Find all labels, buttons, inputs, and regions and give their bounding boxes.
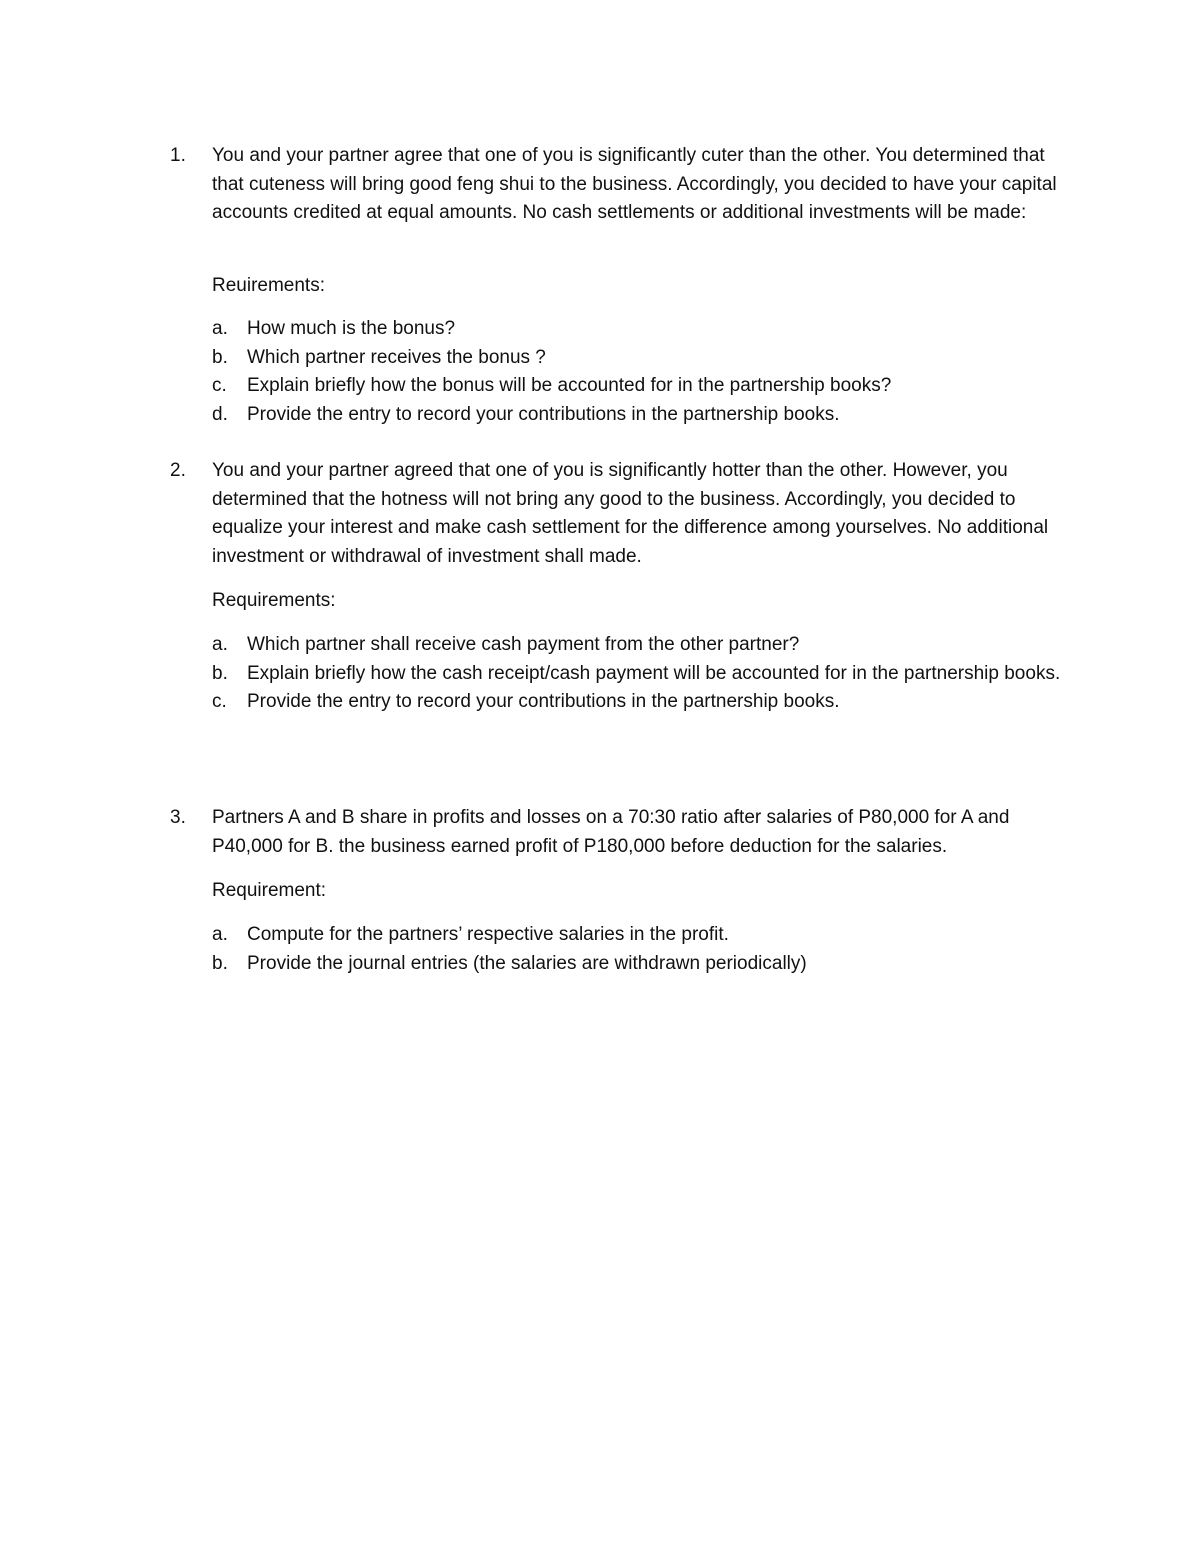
item-letter: a. bbox=[212, 634, 228, 655]
item-text: How much is the bonus? bbox=[247, 318, 456, 339]
list-item bbox=[212, 631, 1062, 660]
list-item bbox=[212, 950, 1062, 979]
item-text: Which partner receives the bonus ? bbox=[247, 346, 546, 368]
requirements-list bbox=[212, 921, 1062, 978]
list-item bbox=[212, 921, 1062, 950]
requirements-list bbox=[212, 631, 1062, 717]
item-letter: c. bbox=[212, 375, 227, 396]
list-item bbox=[212, 344, 1062, 373]
question-number: 1. bbox=[170, 145, 186, 166]
list-item bbox=[212, 372, 1062, 401]
item-letter: a. bbox=[212, 318, 228, 339]
question-text: You and your partner agree that one of you is significantly cuter than the other. You determined that that cuteness will bring good feng shui to the business. Accordingly, you decided to have your capital accounts credited at equal amounts. No cash settlements or additional investments will be made: bbox=[212, 145, 1057, 223]
question-number: 2. bbox=[170, 460, 186, 481]
list-item bbox=[212, 401, 1062, 430]
item-letter: b. bbox=[212, 952, 228, 974]
requirements-heading: Requirement: bbox=[212, 880, 327, 901]
item-text: Which partner shall receive cash payment from the other partner? bbox=[247, 634, 800, 655]
question-number: 3. bbox=[170, 807, 186, 828]
requirements-heading: Requirements: bbox=[212, 590, 336, 611]
question-text: Partners A and B share in profits and losses on a 70:30 ratio after salaries of P80,000 for A and P40,000 for B. the business earned profit of P180,000 before deduction for the salaries. bbox=[212, 807, 1010, 857]
item-text: Provide the journal entries (the salaries are withdrawn periodically) bbox=[247, 952, 807, 974]
item-text: Explain briefly how the cash receipt/cash payment will be accounted for in the partnership books. bbox=[247, 662, 1061, 684]
item-text: Compute for the partners’ respective salaries in the profit. bbox=[247, 924, 729, 945]
item-text: Provide the entry to record your contributions in the partnership books. bbox=[247, 403, 840, 425]
question-text: You and your partner agreed that one of you is significantly hotter than the other. However, you determined that the hotness will not bring any good to the business. Accordingly, you decided to equalize your interest and make cash settlement for the difference among yourselves. No additional investment or withdrawal of investment shall made. bbox=[212, 460, 1049, 567]
item-letter: d. bbox=[212, 403, 228, 425]
list-item bbox=[212, 688, 1062, 717]
item-text: Explain briefly how the bonus will be accounted for in the partnership books? bbox=[247, 375, 892, 396]
item-letter: a. bbox=[212, 924, 228, 945]
requirements-list bbox=[212, 315, 1062, 429]
item-letter: b. bbox=[212, 346, 228, 368]
list-item bbox=[212, 660, 1062, 689]
requirements-heading: Reuirements: bbox=[212, 275, 325, 296]
item-letter: b. bbox=[212, 662, 228, 684]
item-text: Provide the entry to record your contributions in the partnership books. bbox=[247, 691, 840, 712]
item-letter: c. bbox=[212, 691, 227, 712]
list-item bbox=[212, 315, 1062, 344]
